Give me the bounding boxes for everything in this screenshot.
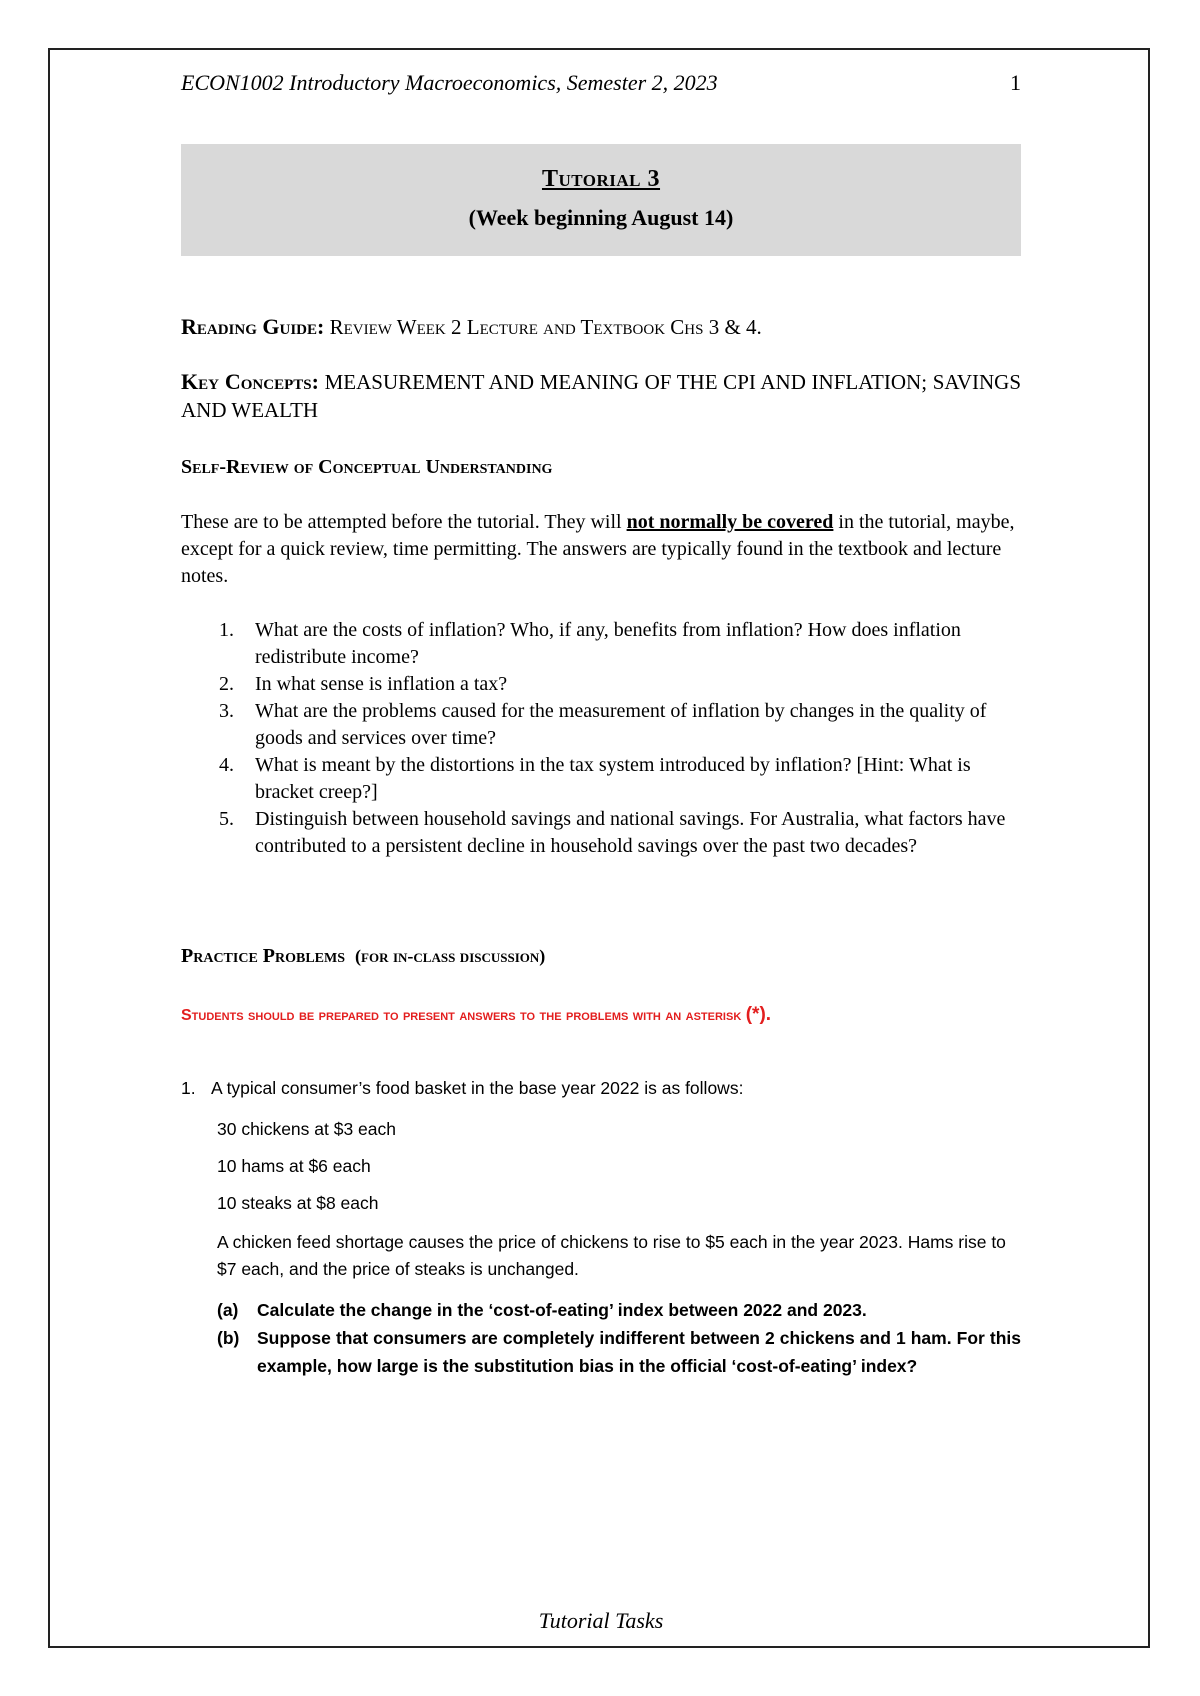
- intro-emphasis: not normally be covered: [626, 511, 834, 533]
- self-review-questions: [219, 617, 1021, 860]
- tutorial-subtitle: (Week beginning August 14): [468, 205, 734, 230]
- running-header: [181, 70, 1021, 96]
- question-text: What is meant by the distortions in the tax system introduced by inflation? [Hint: What is bracket creep?]: [255, 754, 971, 803]
- tutorial-title: Tutorial 3: [541, 166, 661, 192]
- question-text: In what sense is inflation a tax?: [255, 673, 508, 695]
- self-review-intro: [181, 509, 1021, 590]
- problem-parts: [217, 1296, 1021, 1380]
- question-number: 2.: [219, 673, 234, 695]
- list-item: [217, 1324, 1021, 1380]
- list-item: [219, 671, 1021, 698]
- basket-item: 10 hams at $6 each: [217, 1156, 371, 1176]
- part-label: (a): [217, 1300, 239, 1320]
- list-item: [219, 806, 1021, 860]
- basket-item: 30 chickens at $3 each: [217, 1119, 397, 1139]
- self-review-heading: Self-Review of Conceptual Understanding: [181, 456, 553, 478]
- part-text: Calculate the change in the ‘cost-of-eating’ index between 2022 and 2023.: [257, 1300, 867, 1320]
- reading-guide: [181, 314, 1021, 340]
- course-title: ECON1002 Introductory Macroeconomics, Semester 2, 2023: [181, 70, 718, 95]
- question-text: What are the costs of inflation? Who, if any, benefits from inflation? How does inflation redistribute income?: [255, 619, 961, 668]
- question-text: What are the problems caused for the measurement of inflation by changes in the quality of goods and services over time?: [255, 700, 987, 749]
- practice-heading-text: Practice Problems: [181, 945, 346, 967]
- intro-text-before: These are to be attempted before the tutorial. They will: [181, 511, 627, 533]
- reading-guide-label: Reading Guide:: [181, 314, 325, 339]
- title-box: [181, 144, 1021, 256]
- basket-item: 10 steaks at $8 each: [217, 1193, 379, 1213]
- key-concepts-label: Key Concepts:: [181, 369, 319, 394]
- page-footer: Tutorial Tasks: [538, 1608, 664, 1633]
- reading-guide-text: Review Week 2 Lecture and Textbook Chs 3 & 4.: [329, 315, 762, 339]
- practice-heading-note: (for in-class discussion): [355, 946, 546, 966]
- notice-text: Students should be prepared to present answers to the problems with an asterisk: [181, 1007, 742, 1024]
- list-item: [219, 752, 1021, 806]
- question-number: 1.: [219, 619, 234, 641]
- question-text: Distinguish between household savings and national savings. For Australia, what factors have contributed to a persistent decline in household savings over the past two decades?: [255, 808, 1006, 857]
- practice-heading: [181, 945, 545, 968]
- part-text: Suppose that consumers are completely indifferent between 2 chickens and 1 ham. For this example, how large is the substitution bias in the official ‘cost-of-eating’ index?: [257, 1328, 1021, 1376]
- question-number: 3.: [219, 700, 234, 722]
- key-concepts: [181, 368, 1021, 424]
- question-number: 5.: [219, 808, 234, 830]
- intro-text-after: in the tutorial, maybe, except for a quick review, time permitting. The answers are typically found in the textbook and lecture notes.: [181, 511, 1015, 587]
- key-concepts-text: MEASUREMENT AND MEANING OF THE CPI AND INFLATION; SAVINGS AND WEALTH: [181, 370, 1021, 422]
- problem-scenario: A chicken feed shortage causes the price of chickens to rise to $5 each in the year 2023. Hams rise to $7 each, and the price of steaks is unchanged.: [217, 1232, 1006, 1279]
- page-number: 1: [1010, 70, 1021, 95]
- asterisk-notice: [181, 1004, 1021, 1026]
- question-number: 4.: [219, 754, 234, 776]
- problem-number: 1.: [181, 1078, 196, 1098]
- notice-mark: (*).: [745, 1004, 772, 1025]
- part-label: (b): [217, 1328, 240, 1348]
- problem-1-lead: [181, 1078, 1021, 1099]
- list-item: [219, 698, 1021, 752]
- list-item: [217, 1296, 1021, 1324]
- list-item: [219, 617, 1021, 671]
- problem-lead-text: A typical consumer’s food basket in the base year 2022 is as follows:: [211, 1078, 744, 1098]
